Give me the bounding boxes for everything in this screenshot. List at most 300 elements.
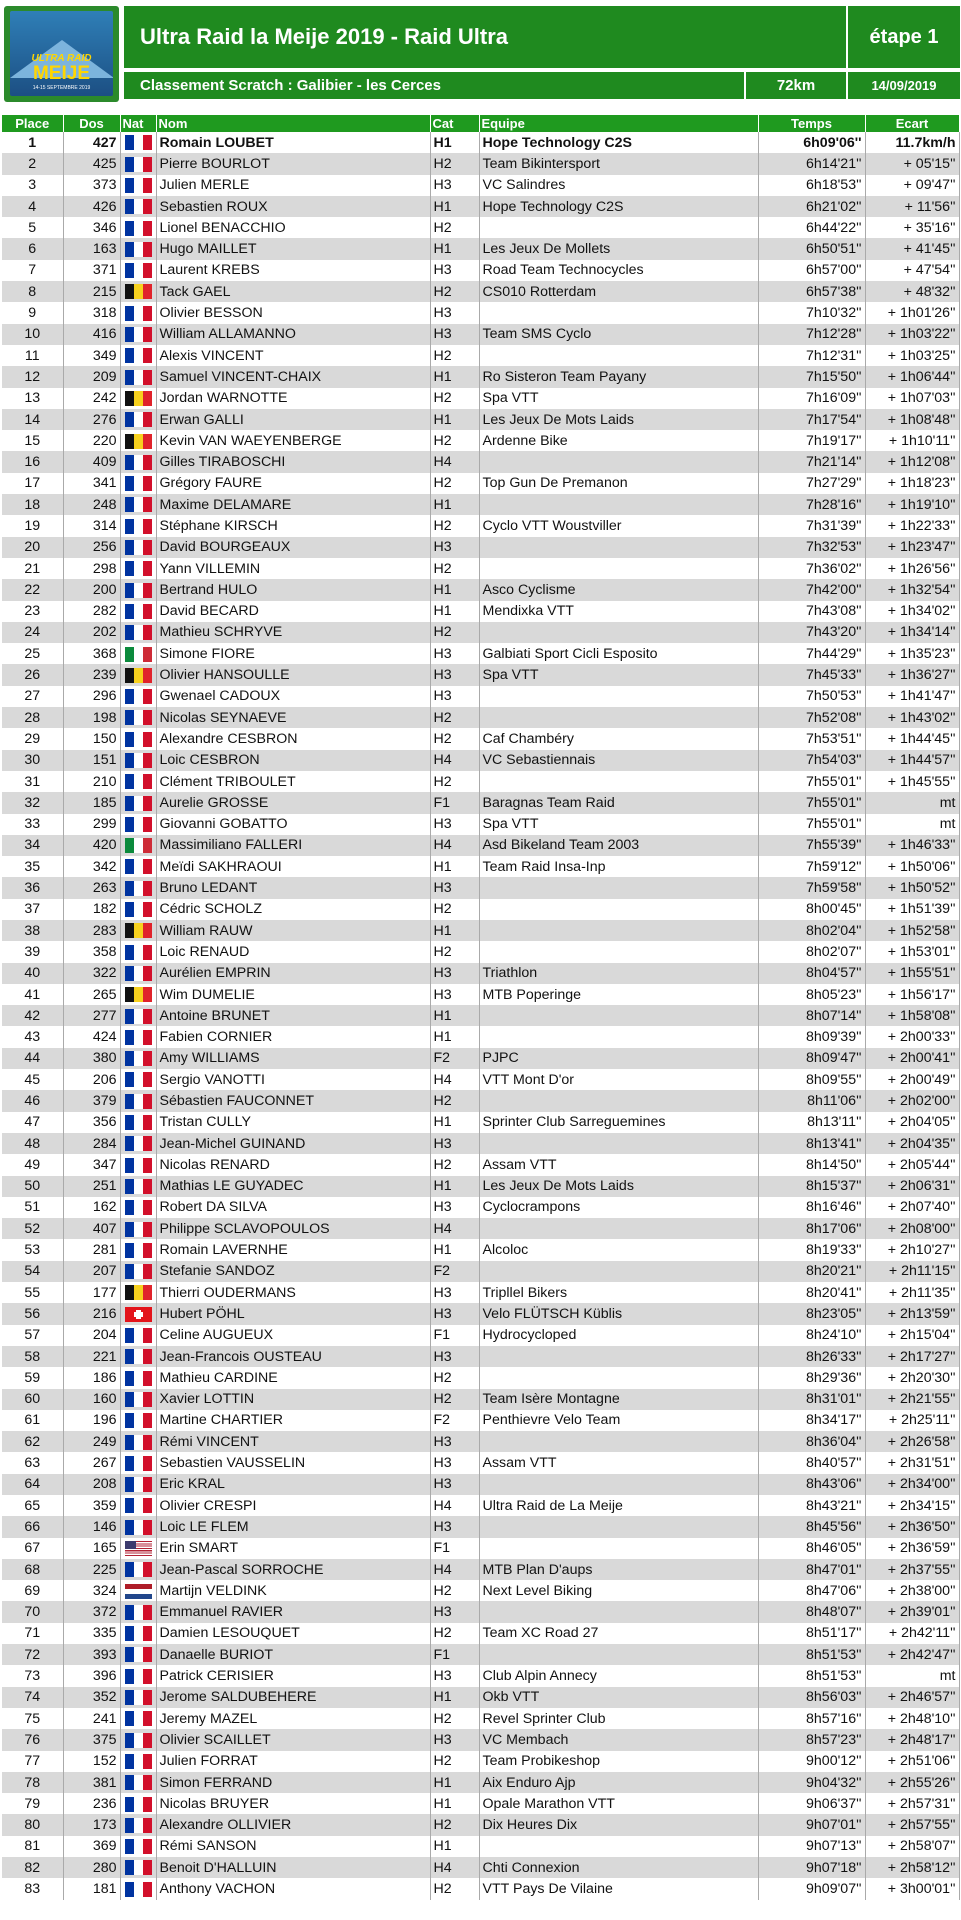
france-flag-icon	[125, 796, 152, 811]
gap-cell: + 1h32'54''	[865, 579, 959, 600]
bib-cell: 322	[63, 963, 120, 984]
table-row	[2, 750, 959, 771]
category-cell: H3	[430, 1474, 479, 1495]
france-flag-icon	[125, 1349, 152, 1364]
name-cell: Stéphane KIRSCH	[156, 515, 430, 536]
time-cell: 7h43'08''	[758, 601, 865, 622]
nationality-cell	[120, 1495, 156, 1516]
category-cell: H3	[430, 1729, 479, 1750]
france-flag-icon	[125, 1328, 152, 1343]
category-cell: H4	[430, 1069, 479, 1090]
gap-cell: + 2h00'33''	[865, 1026, 959, 1047]
logo-line-2: MEIJE	[32, 63, 91, 84]
column-header-nat: Nat	[120, 115, 156, 132]
place-cell: 20	[2, 537, 63, 558]
place-cell: 56	[2, 1303, 63, 1324]
place-cell: 4	[2, 196, 63, 217]
bib-cell: 160	[63, 1389, 120, 1410]
bib-cell: 177	[63, 1282, 120, 1303]
name-cell: Meïdi SAKHRAOUI	[156, 856, 430, 877]
place-cell: 3	[2, 175, 63, 196]
team-cell	[479, 494, 758, 515]
category-cell: H2	[430, 345, 479, 366]
nationality-cell	[120, 707, 156, 728]
race-title: Ultra Raid la Meije 2019 - Raid Ultra	[124, 6, 846, 68]
bib-cell: 165	[63, 1538, 120, 1559]
gap-cell: + 2h48'17''	[865, 1729, 959, 1750]
gap-cell: + 2h36'59''	[865, 1538, 959, 1559]
column-header-dos: Dos	[63, 115, 120, 132]
france-flag-icon	[125, 1072, 152, 1087]
gap-cell: + 1h12'08''	[865, 451, 959, 472]
nationality-cell	[120, 1410, 156, 1431]
belgium-flag-icon	[125, 391, 152, 406]
place-cell: 38	[2, 920, 63, 941]
time-cell: 7h27'29''	[758, 473, 865, 494]
bib-cell: 349	[63, 345, 120, 366]
table-row	[2, 1665, 959, 1686]
name-cell: Sergio VANOTTI	[156, 1069, 430, 1090]
nationality-cell	[120, 792, 156, 813]
time-cell: 7h59'12''	[758, 856, 865, 877]
table-row	[2, 1793, 959, 1814]
france-flag-icon	[125, 1371, 152, 1386]
gap-cell: + 2h38'00''	[865, 1580, 959, 1601]
category-cell: H2	[430, 771, 479, 792]
bib-cell: 256	[63, 537, 120, 558]
bib-cell: 324	[63, 1580, 120, 1601]
category-cell: H2	[430, 430, 479, 451]
team-cell	[479, 941, 758, 962]
name-cell: William RAUW	[156, 920, 430, 941]
category-cell: H2	[430, 622, 479, 643]
table-row	[2, 1644, 959, 1665]
gap-cell: + 2h58'12''	[865, 1857, 959, 1878]
nationality-cell	[120, 771, 156, 792]
time-cell: 7h15'50''	[758, 366, 865, 387]
place-cell: 69	[2, 1580, 63, 1601]
bib-cell: 251	[63, 1176, 120, 1197]
team-cell: Team Isère Montagne	[479, 1389, 758, 1410]
team-cell	[479, 345, 758, 366]
table-row	[2, 1410, 959, 1431]
name-cell: Gwenael CADOUX	[156, 686, 430, 707]
team-cell	[479, 537, 758, 558]
time-cell: 8h51'17''	[758, 1623, 865, 1644]
team-cell: Revel Sprinter Club	[479, 1708, 758, 1729]
table-row	[2, 941, 959, 962]
time-cell: 8h13'11''	[758, 1112, 865, 1133]
gap-cell: + 2h26'58''	[865, 1431, 959, 1452]
gap-cell: + 1h35'23''	[865, 643, 959, 664]
place-cell: 51	[2, 1197, 63, 1218]
gap-cell: + 2h25'11''	[865, 1410, 959, 1431]
team-cell: Ultra Raid de La Meije	[479, 1495, 758, 1516]
bib-cell: 208	[63, 1474, 120, 1495]
nationality-cell	[120, 1197, 156, 1218]
table-row	[2, 302, 959, 323]
bib-cell: 163	[63, 238, 120, 259]
bib-cell: 380	[63, 1048, 120, 1069]
table-row	[2, 1495, 959, 1516]
name-cell: Olivier SCAILLET	[156, 1729, 430, 1750]
team-cell: Ro Sisteron Team Payany	[479, 366, 758, 387]
gap-cell: + 2h06'31''	[865, 1176, 959, 1197]
gap-cell: + 1h34'02''	[865, 601, 959, 622]
time-cell: 7h59'58''	[758, 877, 865, 898]
usa-flag-icon	[125, 1541, 152, 1556]
place-cell: 76	[2, 1729, 63, 1750]
gap-cell: 11.7km/h	[865, 132, 959, 153]
gap-cell: + 2h48'10''	[865, 1708, 959, 1729]
gap-cell: + 2h15'04''	[865, 1325, 959, 1346]
bib-cell: 263	[63, 877, 120, 898]
nationality-cell	[120, 1474, 156, 1495]
france-flag-icon	[125, 1882, 152, 1897]
category-cell: H1	[430, 1176, 479, 1197]
nationality-cell	[120, 1367, 156, 1388]
category-cell: F1	[430, 1644, 479, 1665]
category-cell: H3	[430, 1197, 479, 1218]
table-row	[2, 1090, 959, 1111]
team-cell	[479, 920, 758, 941]
nationality-cell	[120, 1538, 156, 1559]
gap-cell: + 2h17'27''	[865, 1346, 959, 1367]
france-flag-icon	[125, 710, 152, 725]
france-flag-icon	[125, 455, 152, 470]
time-cell: 6h18'53''	[758, 175, 865, 196]
bib-cell: 242	[63, 388, 120, 409]
table-row	[2, 1516, 959, 1537]
table-row	[2, 1814, 959, 1835]
nationality-cell	[120, 537, 156, 558]
team-cell: VTT Mont D'or	[479, 1069, 758, 1090]
team-cell: Triathlon	[479, 963, 758, 984]
gap-cell: + 2h11'35''	[865, 1282, 959, 1303]
time-cell: 6h14'21''	[758, 153, 865, 174]
category-cell: H2	[430, 1367, 479, 1388]
time-cell: 7h55'01''	[758, 771, 865, 792]
place-cell: 33	[2, 814, 63, 835]
category-cell: H2	[430, 1580, 479, 1601]
category-cell: H1	[430, 409, 479, 430]
nationality-cell	[120, 324, 156, 345]
category-cell: H3	[430, 1303, 479, 1324]
category-cell: H2	[430, 1389, 479, 1410]
gap-cell: + 1h34'14''	[865, 622, 959, 643]
bib-cell: 379	[63, 1090, 120, 1111]
bib-cell: 369	[63, 1836, 120, 1857]
gap-cell: + 2h55'26''	[865, 1772, 959, 1793]
place-cell: 44	[2, 1048, 63, 1069]
name-cell: Alexis VINCENT	[156, 345, 430, 366]
team-cell	[479, 877, 758, 898]
name-cell: David BOURGEAUX	[156, 537, 430, 558]
france-flag-icon	[125, 1179, 152, 1194]
bib-cell: 152	[63, 1751, 120, 1772]
time-cell: 7h44'29''	[758, 643, 865, 664]
bib-cell: 209	[63, 366, 120, 387]
france-flag-icon	[125, 902, 152, 917]
time-cell: 8h46'05''	[758, 1538, 865, 1559]
table-row	[2, 1708, 959, 1729]
team-cell: Top Gun De Premanon	[479, 473, 758, 494]
table-row	[2, 1197, 959, 1218]
name-cell: Olivier BESSON	[156, 302, 430, 323]
place-cell: 46	[2, 1090, 63, 1111]
france-flag-icon	[125, 1690, 152, 1705]
nationality-cell	[120, 196, 156, 217]
table-row	[2, 238, 959, 259]
time-cell: 8h07'14''	[758, 1005, 865, 1026]
team-cell	[479, 1133, 758, 1154]
name-cell: Laurent KREBS	[156, 260, 430, 281]
nationality-cell	[120, 1601, 156, 1622]
team-cell: Road Team Technocycles	[479, 260, 758, 281]
name-cell: Nicolas BRUYER	[156, 1793, 430, 1814]
category-cell: H3	[430, 664, 479, 685]
table-row	[2, 1133, 959, 1154]
france-flag-icon	[125, 1115, 152, 1130]
time-cell: 9h07'18''	[758, 1857, 865, 1878]
france-flag-icon	[125, 1222, 152, 1237]
gap-cell: + 1h22'33''	[865, 515, 959, 536]
name-cell: Aurélien EMPRIN	[156, 963, 430, 984]
bib-cell: 420	[63, 835, 120, 856]
table-row	[2, 601, 959, 622]
team-cell	[479, 622, 758, 643]
place-cell: 68	[2, 1559, 63, 1580]
place-cell: 57	[2, 1325, 63, 1346]
netherlands-flag-icon	[125, 1584, 152, 1599]
table-row	[2, 451, 959, 472]
france-flag-icon	[125, 540, 152, 555]
table-row	[2, 835, 959, 856]
category-cell: H1	[430, 238, 479, 259]
france-flag-icon	[125, 348, 152, 363]
gap-cell: + 35'16''	[865, 217, 959, 238]
time-cell: 7h28'16''	[758, 494, 865, 515]
bib-cell: 284	[63, 1133, 120, 1154]
bib-cell: 425	[63, 153, 120, 174]
place-cell: 60	[2, 1389, 63, 1410]
time-cell: 7h36'02''	[758, 558, 865, 579]
gap-cell: + 1h44'45''	[865, 728, 959, 749]
team-cell: Assam VTT	[479, 1452, 758, 1473]
name-cell: David BECARD	[156, 601, 430, 622]
gap-cell: + 2h42'11''	[865, 1623, 959, 1644]
team-cell	[479, 1367, 758, 1388]
place-cell: 54	[2, 1261, 63, 1282]
belgium-flag-icon	[125, 434, 152, 449]
nationality-cell	[120, 1218, 156, 1239]
team-cell	[479, 1601, 758, 1622]
time-cell: 8h20'21''	[758, 1261, 865, 1282]
nationality-cell	[120, 856, 156, 877]
name-cell: Erin SMART	[156, 1538, 430, 1559]
team-cell: Team SMS Cyclo	[479, 324, 758, 345]
place-cell: 14	[2, 409, 63, 430]
name-cell: Bertrand HULO	[156, 579, 430, 600]
nationality-cell	[120, 814, 156, 835]
place-cell: 1	[2, 132, 63, 153]
time-cell: 8h02'04''	[758, 920, 865, 941]
gap-cell: mt	[865, 814, 959, 835]
gap-cell: + 2h04'35''	[865, 1133, 959, 1154]
table-row	[2, 1878, 959, 1899]
france-flag-icon	[125, 1647, 152, 1662]
name-cell: Eric KRAL	[156, 1474, 430, 1495]
column-header-place: Place	[2, 115, 63, 132]
gap-cell: + 2h36'50''	[865, 1516, 959, 1537]
category-cell: H2	[430, 1623, 479, 1644]
gap-cell: + 09'47''	[865, 175, 959, 196]
france-flag-icon	[125, 1435, 152, 1450]
place-cell: 79	[2, 1793, 63, 1814]
nationality-cell	[120, 1751, 156, 1772]
time-cell: 7h50'53''	[758, 686, 865, 707]
team-cell: Assam VTT	[479, 1154, 758, 1175]
category-cell: H3	[430, 1452, 479, 1473]
france-flag-icon	[125, 1520, 152, 1535]
nationality-cell	[120, 1346, 156, 1367]
france-flag-icon	[125, 561, 152, 576]
column-header-cat: Cat	[430, 115, 479, 132]
category-cell: H3	[430, 963, 479, 984]
table-row	[2, 963, 959, 984]
place-cell: 50	[2, 1176, 63, 1197]
name-cell: Mathias LE GUYADEC	[156, 1176, 430, 1197]
place-cell: 9	[2, 302, 63, 323]
bib-cell: 151	[63, 750, 120, 771]
nationality-cell	[120, 409, 156, 430]
place-cell: 59	[2, 1367, 63, 1388]
nationality-cell	[120, 1069, 156, 1090]
category-cell: H1	[430, 579, 479, 600]
category-cell: F1	[430, 1538, 479, 1559]
table-row	[2, 430, 959, 451]
team-cell: Team Bikintersport	[479, 153, 758, 174]
gap-cell: + 1h43'02''	[865, 707, 959, 728]
bib-cell: 206	[63, 1069, 120, 1090]
gap-cell: + 2h42'47''	[865, 1644, 959, 1665]
table-row	[2, 260, 959, 281]
place-cell: 74	[2, 1687, 63, 1708]
france-flag-icon	[125, 497, 152, 512]
gap-cell: + 1h46'33''	[865, 835, 959, 856]
time-cell: 7h19'17''	[758, 430, 865, 451]
place-cell: 11	[2, 345, 63, 366]
table-row	[2, 537, 959, 558]
nationality-cell	[120, 1708, 156, 1729]
place-cell: 75	[2, 1708, 63, 1729]
place-cell: 27	[2, 686, 63, 707]
category-cell: H3	[430, 1516, 479, 1537]
gap-cell: + 2h20'30''	[865, 1367, 959, 1388]
name-cell: Benoit D'HALLUIN	[156, 1857, 430, 1878]
table-row	[2, 217, 959, 238]
nationality-cell	[120, 750, 156, 771]
time-cell: 8h47'01''	[758, 1559, 865, 1580]
team-cell: Les Jeux De Mollets	[479, 238, 758, 259]
name-cell: Olivier CRESPI	[156, 1495, 430, 1516]
nationality-cell	[120, 345, 156, 366]
category-cell: H3	[430, 643, 479, 664]
category-cell: H4	[430, 1495, 479, 1516]
bib-cell: 335	[63, 1623, 120, 1644]
bib-cell: 359	[63, 1495, 120, 1516]
gap-cell: + 1h55'51''	[865, 963, 959, 984]
gap-cell: + 47'54''	[865, 260, 959, 281]
name-cell: Jean-Pascal SORROCHE	[156, 1559, 430, 1580]
team-cell: Baragnas Team Raid	[479, 792, 758, 813]
team-cell: Galbiati Sport Cicli Esposito	[479, 643, 758, 664]
nationality-cell	[120, 728, 156, 749]
table-row	[2, 899, 959, 920]
nationality-cell	[120, 1431, 156, 1452]
team-cell: Spa VTT	[479, 388, 758, 409]
column-header-equipe: Equipe	[479, 115, 758, 132]
team-cell: Dix Heures Dix	[479, 1814, 758, 1835]
team-cell	[479, 217, 758, 238]
time-cell: 8h26'33''	[758, 1346, 865, 1367]
category-cell: H4	[430, 1857, 479, 1878]
gap-cell: + 2h05'44''	[865, 1154, 959, 1175]
team-cell	[479, 1431, 758, 1452]
bib-cell: 186	[63, 1367, 120, 1388]
gap-cell: + 2h21'55''	[865, 1389, 959, 1410]
gap-cell: + 1h50'52''	[865, 877, 959, 898]
time-cell: 9h04'32''	[758, 1772, 865, 1793]
time-cell: 7h55'01''	[758, 792, 865, 813]
nationality-cell	[120, 1090, 156, 1111]
gap-cell: + 1h50'06''	[865, 856, 959, 877]
nationality-cell	[120, 1814, 156, 1835]
bib-cell: 427	[63, 132, 120, 153]
table-row	[2, 1687, 959, 1708]
nationality-cell	[120, 1261, 156, 1282]
time-cell: 8h09'39''	[758, 1026, 865, 1047]
nationality-cell	[120, 1665, 156, 1686]
nationality-cell	[120, 1857, 156, 1878]
place-cell: 2	[2, 153, 63, 174]
time-cell: 8h09'55''	[758, 1069, 865, 1090]
france-flag-icon	[125, 412, 152, 427]
place-cell: 65	[2, 1495, 63, 1516]
name-cell: Tristan CULLY	[156, 1112, 430, 1133]
category-cell: H1	[430, 920, 479, 941]
name-cell: Jeremy MAZEL	[156, 1708, 430, 1729]
team-cell	[479, 771, 758, 792]
table-row	[2, 1601, 959, 1622]
table-row	[2, 558, 959, 579]
nationality-cell	[120, 877, 156, 898]
name-cell: Anthony VACHON	[156, 1878, 430, 1899]
bib-cell: 162	[63, 1197, 120, 1218]
name-cell: Hubert PÖHL	[156, 1303, 430, 1324]
time-cell: 7h45'33''	[758, 664, 865, 685]
place-cell: 78	[2, 1772, 63, 1793]
france-flag-icon	[125, 306, 152, 321]
gap-cell: + 2h57'55''	[865, 1814, 959, 1835]
nationality-cell	[120, 899, 156, 920]
date-label: 14/09/2019	[848, 72, 960, 99]
table-row	[2, 281, 959, 302]
category-cell: H1	[430, 1005, 479, 1026]
team-cell: Caf Chambéry	[479, 728, 758, 749]
nationality-cell	[120, 1687, 156, 1708]
bib-cell: 181	[63, 1878, 120, 1899]
